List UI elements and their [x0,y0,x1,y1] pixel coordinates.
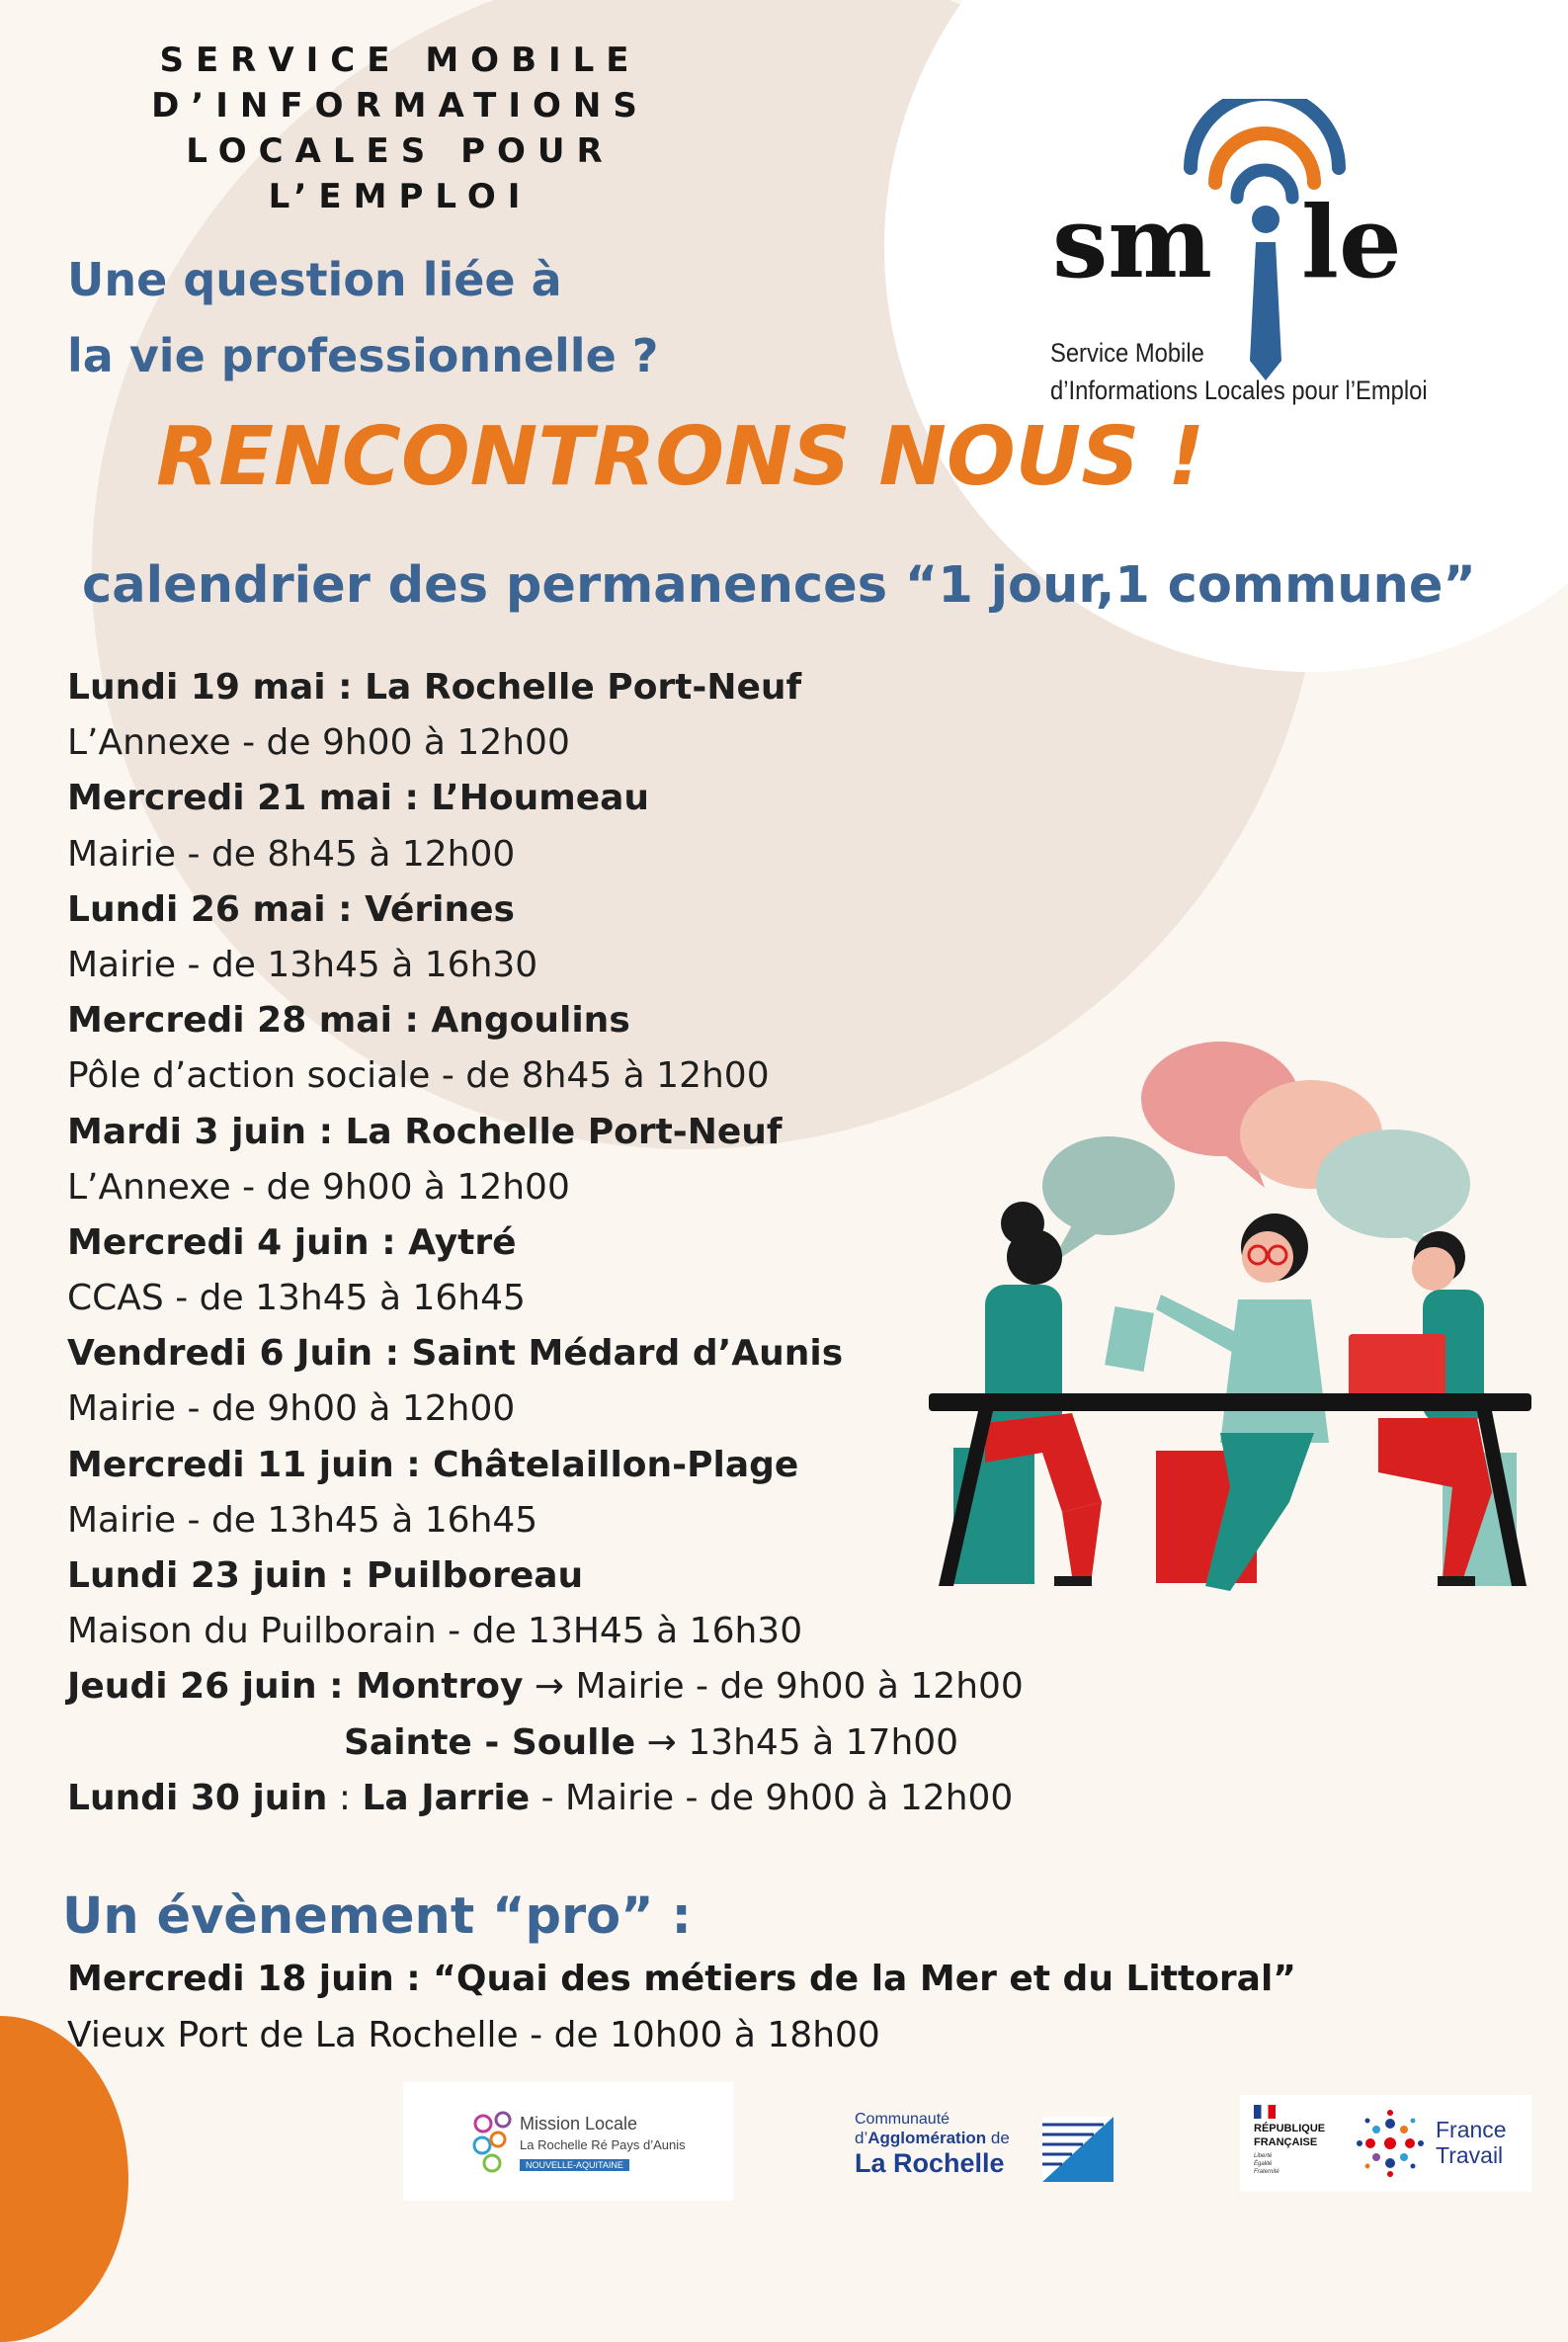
france-travail-logo [1240,2095,1531,2192]
schedule-detail: Mairie - de 13h45 à 16h45 [67,1499,538,1541]
lundi30-day: Lundi 30 juin [67,1777,328,1818]
schedule-day: Lundi 26 mai : Vérines [67,888,515,930]
logo-subtitle-line-1: Service Mobile [1050,338,1204,368]
mission-locale-name: Mission Locale [520,2114,638,2133]
cda-line-2-bold: Agglomération [867,2129,987,2147]
sainte-soulle-place: Sainte - Soulle [344,1721,636,1763]
cda-line-2 [855,2129,1010,2148]
question-line-2: la vie professionnelle ? [67,329,659,382]
schedule-jeudi-row [67,1659,1024,1715]
jeudi-detail: → Mairie - de 9h00 à 12h00 [523,1666,1024,1708]
lundi30-detail: - Mairie - de 9h00 à 12h00 [530,1777,1014,1818]
meeting-illustration [924,1038,1536,1601]
schedule-lundi30-row [67,1771,1024,1826]
lundi30-separator: : [327,1777,363,1818]
schedule-day: Mercredi 4 juin : Aytré [67,1221,517,1263]
schedule-day: Mercredi 21 mai : L’Houmeau [67,778,650,819]
service-title-line: D’INFORMATIONS [151,86,649,125]
schedule-day: Mercredi 11 juin : Châtelaillon-Plage [67,1444,799,1485]
schedule-sainte-soulle-row [67,1715,1024,1771]
schedule-detail: Mairie - de 13h45 à 16h30 [67,944,538,985]
republique-line-1: RÉPUBLIQUE [1254,2123,1326,2134]
schedule-list [67,660,1024,1826]
laptop-icon [1349,1334,1445,1403]
cda-logo [855,2111,1010,2179]
schedule-detail: CCAS - de 13h45 à 16h45 [67,1278,526,1319]
question-heading [67,242,658,394]
event-title: Un évènement “pro” : [62,1887,692,1946]
service-title-line: SERVICE MOBILE [159,41,641,80]
france-travail-line-1: France [1436,2117,1507,2142]
motto-line: Égalité [1254,2161,1273,2167]
schedule-day: Vendredi 6 Juin : Saint Médard d’Aunis [67,1333,844,1375]
republique-line-2: FRANÇAISE [1254,2136,1318,2148]
wordmark-left: sm [1052,184,1213,300]
schedule-day: Mardi 3 juin : La Rochelle Port-Neuf [67,1111,783,1152]
sainte-soulle-detail: → 13h45 à 17h00 [635,1721,959,1763]
calendar-title: calendrier des permanences “1 jour,1 commune” [82,556,1476,615]
table-top-icon [929,1393,1531,1411]
france-travail-dots-icon [1356,2109,1425,2178]
lundi30-place: La Jarrie [362,1777,531,1818]
french-flag-icon [1254,2105,1276,2119]
service-title-line: LOCALES POUR [186,131,615,171]
question-line-1: Une question liée à [67,253,562,306]
cda-line-3: La Rochelle [855,2148,1005,2178]
wordmark-right: le [1301,184,1402,300]
logo-i-dot-icon [1252,206,1279,233]
france-travail-text [1436,2117,1507,2168]
schedule-detail: Mairie - de 8h45 à 12h00 [67,833,516,875]
republique-motto [1254,2152,1279,2176]
motto-line: Fraternité [1254,2169,1279,2175]
schedule-day: Lundi 19 mai : La Rochelle Port-Neuf [67,667,802,708]
schedule-detail: Mairie - de 9h00 à 12h00 [67,1388,516,1430]
orange-corner-shape [0,2016,128,2342]
mission-locale-logo [403,2082,733,2201]
cda-line-2-pre: d’ [855,2129,868,2147]
schedule-day: Lundi 23 juin : Puilboreau [67,1555,584,1596]
logo-subtitle-line-2: d’Informations Locales pour l’Emploi [1050,376,1428,405]
cda-line-2-post: de [986,2129,1010,2147]
schedule-detail: L’Annexe - de 9h00 à 12h00 [67,1166,570,1208]
schedule-detail: L’Annexe - de 9h00 à 12h00 [67,722,570,764]
motto-line: Liberté [1254,2153,1273,2159]
logo-subtitle [1050,334,1428,409]
event-line-2: Vieux Port de La Rochelle - de 10h00 à 18h00 [67,2015,880,2055]
service-title-line: L’EMPLOI [268,177,533,216]
schedule-day: Mercredi 28 mai : Angoulins [67,1000,630,1042]
service-title [94,38,706,219]
jeudi-day: Jeudi 26 juin : Montroy [67,1666,524,1708]
cda-emblem-icon [1042,2117,1114,2182]
france-travail-line-2: Travail [1436,2142,1504,2168]
schedule-detail: Maison du Puilborain - de 13H45 à 16h30 [67,1611,803,1652]
schedule-detail: Pôle d’action sociale - de 8h45 à 12h00 [67,1055,770,1097]
signal-arc-inner-icon [1237,170,1292,198]
mission-locale-region: NOUVELLE-AQUITAINE [520,2159,629,2171]
event-line-1: Mercredi 18 juin : “Quai des métiers de la Mer et du Littoral” [67,1959,1296,1999]
mission-locale-sub: La Rochelle Ré Pays d’Aunis [520,2137,686,2152]
headline: RENCONTRONS NOUS ! [156,410,1205,504]
event-details [67,1951,1296,2063]
cda-line-1: Communauté [855,2111,950,2128]
